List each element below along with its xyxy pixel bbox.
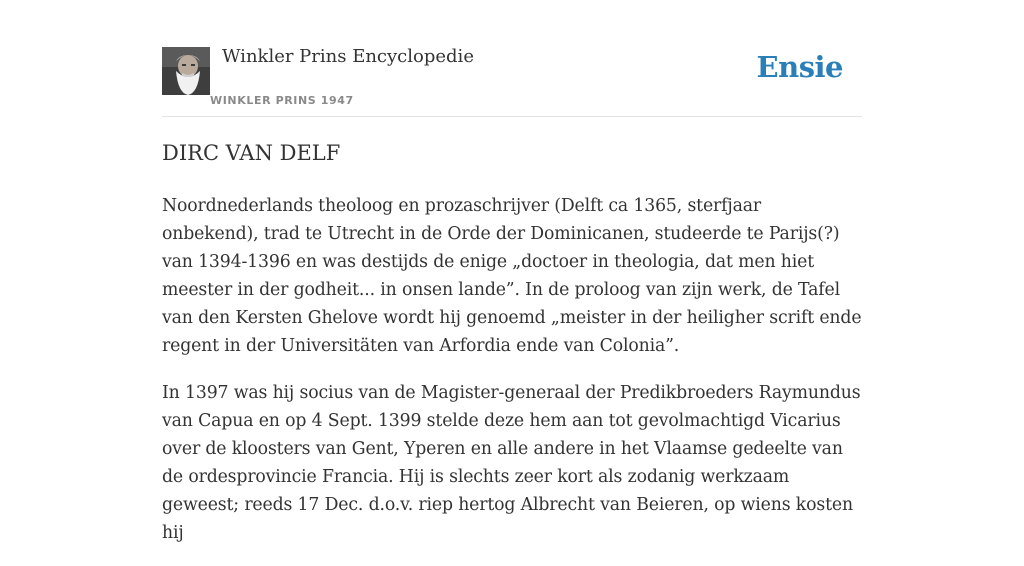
source-avatar[interactable] bbox=[162, 47, 210, 95]
article-body bbox=[162, 192, 862, 566]
article-title: DIRC VAN DELF bbox=[162, 141, 341, 165]
source-title[interactable]: Winkler Prins Encyclopedie bbox=[222, 46, 474, 67]
paragraph: In 1397 was hij socius van de Magister-generaal der Predikbroeders Raymundus van Capua en op 4 Sept. 1399 stelde deze hem aan tot gevolmachtigd Vicarius over de kloosters van Gent, Yperen en alle andere in het Vlaamse gedeelte van de ordesprovincie Francia. Hij is slechts zeer kort als zodanig werkzaam geweest; reeds 17 Dec. d.o.v. riep hertog Albrecht van Beieren, op wiens kosten hij bbox=[162, 383, 861, 543]
article-header bbox=[162, 0, 862, 117]
source-edition: WINKLER PRINS 1947 bbox=[210, 94, 354, 107]
brand-logo[interactable]: Ensie bbox=[756, 50, 843, 84]
bearded-man-portrait-icon bbox=[162, 47, 210, 95]
paragraph: Noordnederlands theoloog en prozaschrijver (Delft ca 1365, sterfjaar onbekend), trad te Utrecht in de Orde der Dominicanen, studeerde te Parijs(?) van 1394-1396 en was destijds de enige „doctoer in theologia, dat men hiet meester in der godheit... in onsen lande”. In de proloog van zijn werk, de Tafel van den Kersten Ghelove wordt hij genoemd „meister in der heiligher scrift ende regent in der Universitäten van Arfordia ende van Colonia”. bbox=[162, 196, 862, 356]
